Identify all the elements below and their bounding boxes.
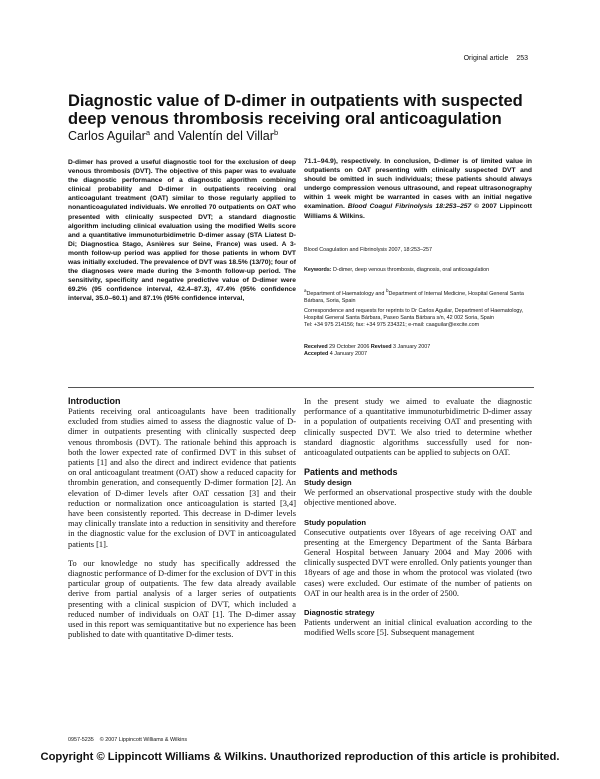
issn-line — [68, 737, 187, 743]
abstract-copyright: © 2007 Lippincott Williams & Wilkins. — [304, 203, 532, 220]
diagnostic-strategy-heading: Diagnostic strategy — [304, 608, 375, 618]
issn-copyright: © 2007 Lippincott Williams & Wilkins — [99, 737, 188, 743]
copyright-notice: Copyright © Lippincott Williams & Wilkins. Unauthorized reproduction of this article is prohibited. — [40, 751, 560, 763]
affiliation-mark: a — [304, 288, 307, 293]
accepted-date: 4 January 2007 — [328, 351, 367, 358]
affiliations — [304, 287, 534, 305]
correspondence-contact: Tel: +34 975 214156; fax: +34 975 234321; e-mail: caaguilar@excite.com — [304, 322, 480, 329]
keywords-label: Keywords: — [304, 267, 332, 273]
article-type-label: Original article — [463, 55, 509, 62]
correspondence-address: Correspondence and requests for reprints to Dr Carlos Aguilar, Department of Haematology, Hospital General Santa Bárbara, Paseo Santa Bárbara s/n, 42 002 Soria, Spain — [304, 308, 524, 322]
page-number: 253 — [516, 55, 528, 62]
study-population-heading: Study population — [304, 517, 367, 527]
received-label: Received — [304, 344, 328, 350]
abstract-continuation — [304, 157, 532, 221]
body-column-right — [304, 397, 532, 638]
running-head — [464, 55, 528, 62]
introduction-paragraph: Patients receiving oral anticoagulants have been traditionally excluded from studies aimed to assess the diagnostic value of D-dimer in outpatients presenting with clinically suspected deep venous thrombosis (DVT). The rationale behind this approach is both the lower expected rate of confirmed DVT in this subset of patients [1] and also the direct and indirect evidence that patients on oral anticoagulant treatment (OAT) show a reduced capacity for thrombin generation, and consequently D-dimer formation [2]. An elevation of D-dimer levels after OAT cessation [3] and their reduction or normalization once anticoagulation is started [3,4] have been consistently reported. This decrease in D-dimer levels may clinically translate into a reduction in sensitivity and therefore in the diagnostic value for the exclusion of DVT in anticoagulated patients [1]. — [68, 407, 296, 549]
correspondence — [304, 308, 534, 330]
revised-date: 3 January 2007 — [391, 344, 431, 350]
revised-label: Revised — [370, 344, 392, 350]
affiliation-a: Department of Haematology and — [306, 290, 386, 297]
abstract-citation: Blood Coagul Fibrinolysis 18:253–257 — [347, 203, 472, 211]
body-column-left — [68, 396, 296, 640]
author-line — [68, 128, 538, 143]
methods-heading: Patients and methods — [304, 467, 398, 478]
section-divider — [68, 387, 534, 388]
keywords — [304, 267, 534, 274]
article-title: Diagnostic value of D-dimer in outpatients with suspected deep venous thrombosis receiving oral anticoagulation — [68, 92, 523, 128]
accepted-label: Accepted — [304, 351, 329, 358]
received-date: 29 October 2006 — [327, 344, 371, 350]
study-design-paragraph: We performed an observational prospective study with the double objective mentioned above. — [304, 488, 532, 508]
abstract: D-dimer has proved a useful diagnostic tool for the exclusion of deep venous thrombosis (DVT). The objective of this paper was to evaluate the diagnostic performance of a diagnostic algorithm combining clinical probability and D-dimer in outpatients receiving oral anticoagulant treatment (OAT) similar to those regularly applied to nonanticoagulated individuals. We enrolled 70 outpatients on OAT who presented with clinically suspected DVT; a standard diagnostic algorithm including clinical evaluation using the modified Wells score and a quantitative immunoturbidimetric D-dimer assay (STA Liatest D-Di; Diagnostica Stago, Asnières sur Seine, France) was used. A 3-month follow-up period was applied for those patients in whom DVT was initially excluded. The prevalence of DVT was 18.5% (13/70); four of the diagnoses were made during the 3-month follow-up period. The sensitivity, specificity and negative predictive value of D-dimer were 69.2% (95 confidence interval, 42.4–87.3), 47.4% (95% confidence interval, 35.0–60.1) and 87.1% (95% confidence interval, — [68, 159, 296, 303]
affiliation-b: Department of Internal Medicine, Hospital General Santa Bárbara, Soria, Spain — [304, 290, 524, 304]
author-name: Carlos Aguilar — [68, 129, 146, 144]
introduction-paragraph: To our knowledge no study has specifically addressed the diagnostic performance of D-dimer for the exclusion of DVT in this particular group of outpatients. The few data already available derive from partial analysis of a larger series of outpatients presenting with a clinical suspicion of DVT, which included a reduced number of individuals on OAT [1]. The D-dimer assay used in this report was semiquantitative but no experience has been published to date with quantitative D-dimer tests. — [68, 558, 296, 640]
affiliation-mark: b — [385, 288, 389, 293]
diagnostic-strategy-paragraph: Patients underwent an initial clinical evaluation according to the modified Wells score [5]. Subsequent management — [304, 618, 532, 638]
article-history — [304, 344, 534, 358]
study-design-heading: Study design — [304, 478, 352, 488]
author-affiliation-mark: b — [273, 128, 279, 137]
journal-citation-line: Blood Coagulation and Fibrinolysis 2007, 18:253–257 — [304, 247, 432, 253]
author-name: and Valentín del Villar — [150, 129, 274, 144]
keywords-list: D-dimer, deep venous thrombosis, diagnosis, oral anticoagulation — [331, 267, 490, 273]
author-affiliation-mark: a — [145, 128, 150, 137]
introduction-paragraph: In the present study we aimed to evaluate the diagnostic performance of a quantitative immunoturbidimetric D-dimer assay in a population of outpatients receiving OAT and presenting with clinically suspected DVT. We also tried to determine whether standard diagnostic algorithms successfully used for non-anticoagulated outpatients can be applied to subjects on OAT. — [304, 397, 532, 458]
issn: 0957-5235 — [68, 737, 94, 743]
introduction-heading: Introduction — [68, 396, 121, 406]
abstract-conclusion: 71.1–94.9), respectively. In conclusion, D-dimer is of limited value in outpatients on OAT presenting with clinically suspected DVT and should be omitted in such individuals; these patients should always undergo compression venous ultrasound, and repeat ultrasonography within 1 week might be warranted in cases with an initial negative examination. — [304, 158, 532, 211]
study-population-paragraph: Consecutive outpatients over 18years of age receiving OAT and presenting at the Emergency Department of the Santa Bárbara General Hospital between January 2004 and May 2006 with clinically suspected DVT were enrolled. Only patients younger than 18years of age and those in whom the protocol was violated (two cases) were excluded. Our estimate of the number of patients on OAT in our health area is in the order of 2500. — [304, 527, 532, 598]
